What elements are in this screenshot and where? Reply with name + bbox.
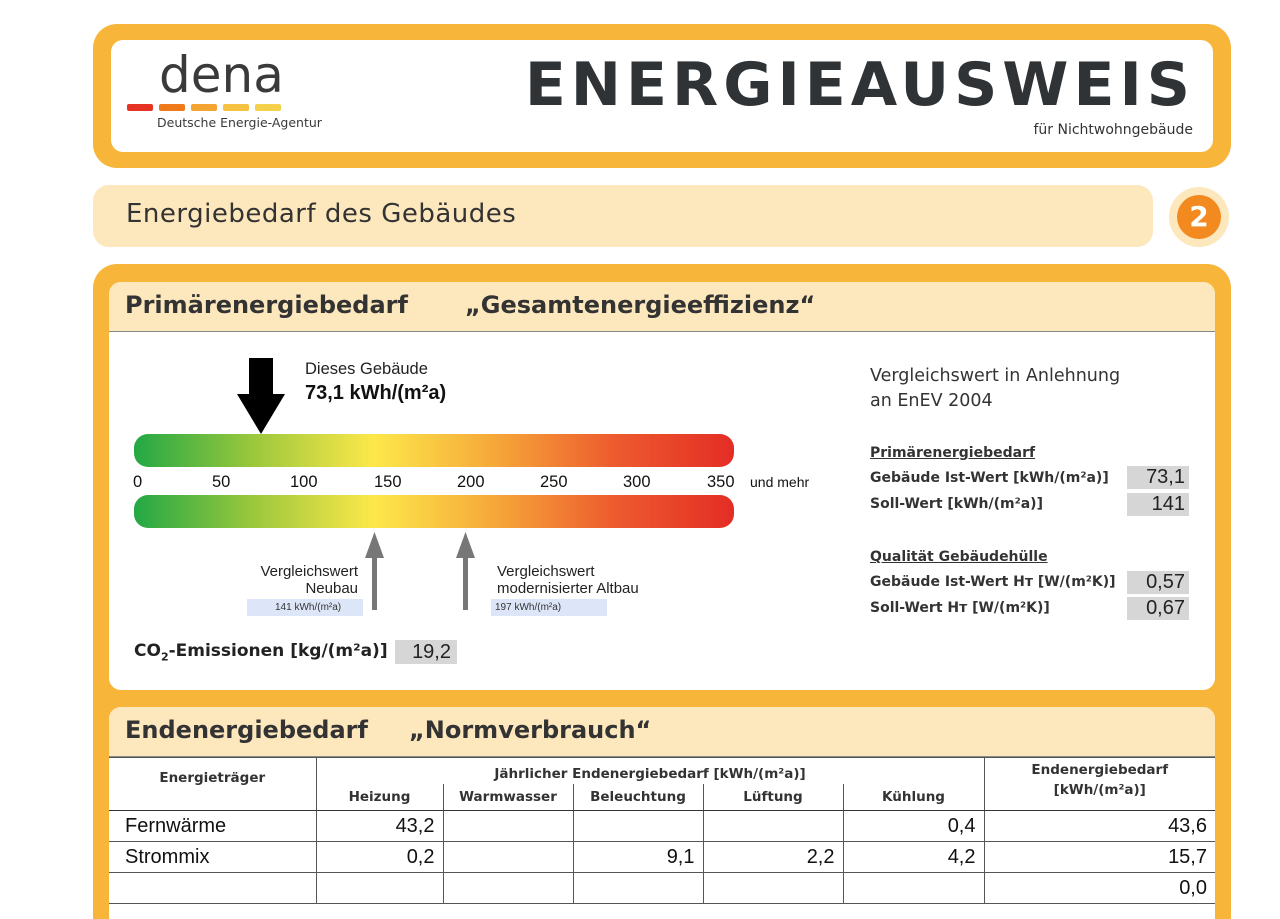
final-energy-table bbox=[109, 757, 1215, 904]
table-header-row-1 bbox=[109, 758, 1215, 784]
ref-new-arrow-head-icon bbox=[365, 532, 384, 558]
building-value: 73,1 kWh/(m²a) bbox=[305, 382, 447, 404]
comparison-hull-heading: Qualität Gebäudehülle bbox=[870, 549, 1048, 565]
scale-tick-150: 150 bbox=[374, 473, 402, 491]
ref-old-value: 197 kWh/(m²a) bbox=[491, 599, 607, 616]
logo-dash-orange bbox=[159, 104, 185, 111]
main-frame bbox=[93, 264, 1231, 919]
scale-tick-50: 50 bbox=[212, 473, 231, 491]
primary-energy-heading-quote: „Gesamtenergieeffizienz“ bbox=[465, 291, 816, 319]
header-inner bbox=[111, 40, 1213, 152]
col-lueftung: Lüftung bbox=[703, 784, 843, 811]
ref-new-label-line1: Vergleichswert bbox=[260, 563, 358, 580]
table-row bbox=[109, 811, 1215, 842]
row-0-lueftung bbox=[703, 811, 843, 842]
section-title: Energiebedarf des Gebäudes bbox=[126, 199, 517, 229]
scale-suffix: und mehr bbox=[750, 474, 810, 490]
scale-tick-100: 100 bbox=[290, 473, 318, 491]
scale-tick-200: 200 bbox=[457, 473, 485, 491]
col-heizung: Heizung bbox=[316, 784, 443, 811]
page-number-badge bbox=[1169, 187, 1229, 247]
col-kuehlung: Kühlung bbox=[843, 784, 984, 811]
scale-tick-350: 350 bbox=[707, 473, 735, 491]
row-1-heizung: 0,2 bbox=[316, 842, 443, 873]
scale-tick-0: 0 bbox=[133, 473, 143, 491]
co2-label bbox=[134, 641, 388, 663]
building-label: Dieses Gebäude bbox=[305, 360, 428, 378]
co2-label-post: -Emissionen [kg/(m²a)] bbox=[168, 641, 388, 661]
document-subtitle: für Nichtwohngebäude bbox=[1033, 122, 1193, 138]
comparison-hull-ist-value: 0,57 bbox=[1127, 571, 1189, 594]
ref-old-arrow-head-icon bbox=[456, 532, 475, 558]
ref-new-label bbox=[243, 563, 358, 597]
scale-band-bottom bbox=[134, 495, 734, 528]
comparison-hull-soll-value: 0,67 bbox=[1127, 597, 1189, 620]
final-energy-heading-quote: „Normverbrauch“ bbox=[409, 716, 652, 744]
ref-old-label-line2: modernisierter Altbau bbox=[497, 580, 639, 597]
dena-logo-text: dena bbox=[159, 46, 284, 104]
col-warmwasser: Warmwasser bbox=[443, 784, 573, 811]
col-total-line1: Endenergiebedarf bbox=[1031, 762, 1169, 778]
row-2-kuehlung bbox=[843, 873, 984, 904]
ref-new-label-line2: Neubau bbox=[305, 580, 358, 597]
row-0-beleuchtung bbox=[573, 811, 703, 842]
ref-old-arrow-shaft bbox=[463, 550, 468, 610]
col-beleuchtung: Beleuchtung bbox=[573, 784, 703, 811]
scale-tick-250: 250 bbox=[540, 473, 568, 491]
logo-dash-yellow bbox=[255, 104, 281, 111]
logo-dash-amber bbox=[223, 104, 249, 111]
comparison-heading-line2: an EnEV 2004 bbox=[870, 391, 993, 411]
final-energy-heading: Endenergiebedarf bbox=[125, 716, 368, 744]
row-0-heizung: 43,2 bbox=[316, 811, 443, 842]
building-arrow-icon bbox=[237, 358, 285, 434]
scale-band-top bbox=[134, 434, 734, 467]
row-1-kuehlung: 4,2 bbox=[843, 842, 984, 873]
table-row bbox=[109, 873, 1215, 904]
row-2-beleuchtung bbox=[573, 873, 703, 904]
row-1-beleuchtung: 9,1 bbox=[573, 842, 703, 873]
comparison-primary-soll-label: Soll-Wert [kWh/(m²a)] bbox=[870, 496, 1043, 512]
co2-label-sub: 2 bbox=[160, 650, 169, 664]
scale-tick-300: 300 bbox=[623, 473, 651, 491]
row-1-carrier: Strommix bbox=[109, 842, 316, 873]
table-row bbox=[109, 842, 1215, 873]
co2-value: 19,2 bbox=[395, 640, 457, 664]
comparison-heading-line1: Vergleichswert in Anlehnung bbox=[870, 366, 1121, 386]
dena-logo-subtitle: Deutsche Energie-Agentur bbox=[157, 115, 322, 130]
comparison-primary-heading: Primärenergiebedarf bbox=[870, 445, 1036, 461]
comparison-hull-ist-label: Gebäude Ist-Wert Hт [W/(m²K)] bbox=[870, 574, 1116, 590]
header-frame bbox=[93, 24, 1231, 168]
row-0-total: 43,6 bbox=[984, 811, 1215, 842]
row-1-lueftung: 2,2 bbox=[703, 842, 843, 873]
document-title: ENERGIEAUSWEIS bbox=[524, 50, 1195, 120]
col-group: Jährlicher Endenergiebedarf [kWh/(m²a)] bbox=[316, 758, 984, 784]
co2-label-pre: CO bbox=[134, 641, 161, 661]
col-carrier: Energieträger bbox=[109, 758, 316, 811]
logo-dash-red bbox=[127, 104, 153, 111]
final-energy-header bbox=[109, 707, 1215, 757]
row-2-carrier bbox=[109, 873, 316, 904]
comparison-primary-ist-label: Gebäude Ist-Wert [kWh/(m²a)] bbox=[870, 470, 1109, 486]
col-total bbox=[984, 758, 1215, 811]
ref-new-value: 141 kWh/(m²a) bbox=[247, 599, 363, 616]
primary-energy-heading: Primärenergiebedarf bbox=[125, 291, 408, 319]
ref-old-label-line1: Vergleichswert bbox=[497, 563, 595, 580]
comparison-hull-soll-label: Soll-Wert Hт [W/(m²K)] bbox=[870, 600, 1050, 616]
row-2-warmwasser bbox=[443, 873, 573, 904]
section-bar bbox=[93, 185, 1153, 247]
row-2-heizung bbox=[316, 873, 443, 904]
comparison-primary-ist-value: 73,1 bbox=[1127, 466, 1189, 489]
row-0-kuehlung: 0,4 bbox=[843, 811, 984, 842]
final-energy-panel bbox=[109, 707, 1215, 919]
col-total-line2: [kWh/(m²a)] bbox=[1053, 782, 1146, 798]
row-0-carrier: Fernwärme bbox=[109, 811, 316, 842]
logo-dash-light-orange bbox=[191, 104, 217, 111]
ref-new-arrow-shaft bbox=[372, 550, 377, 610]
comparison-heading bbox=[870, 364, 1120, 414]
row-1-warmwasser bbox=[443, 842, 573, 873]
energy-scale-graphic bbox=[109, 282, 1215, 690]
primary-energy-panel bbox=[109, 282, 1215, 690]
row-2-lueftung bbox=[703, 873, 843, 904]
page-number: 2 bbox=[1177, 195, 1221, 239]
comparison-primary-soll-value: 141 bbox=[1127, 493, 1189, 516]
dena-logo-dashes bbox=[127, 104, 287, 111]
row-2-total: 0,0 bbox=[984, 873, 1215, 904]
ref-old-label bbox=[497, 563, 639, 597]
row-0-warmwasser bbox=[443, 811, 573, 842]
row-1-total: 15,7 bbox=[984, 842, 1215, 873]
reference-arrows bbox=[365, 532, 475, 610]
